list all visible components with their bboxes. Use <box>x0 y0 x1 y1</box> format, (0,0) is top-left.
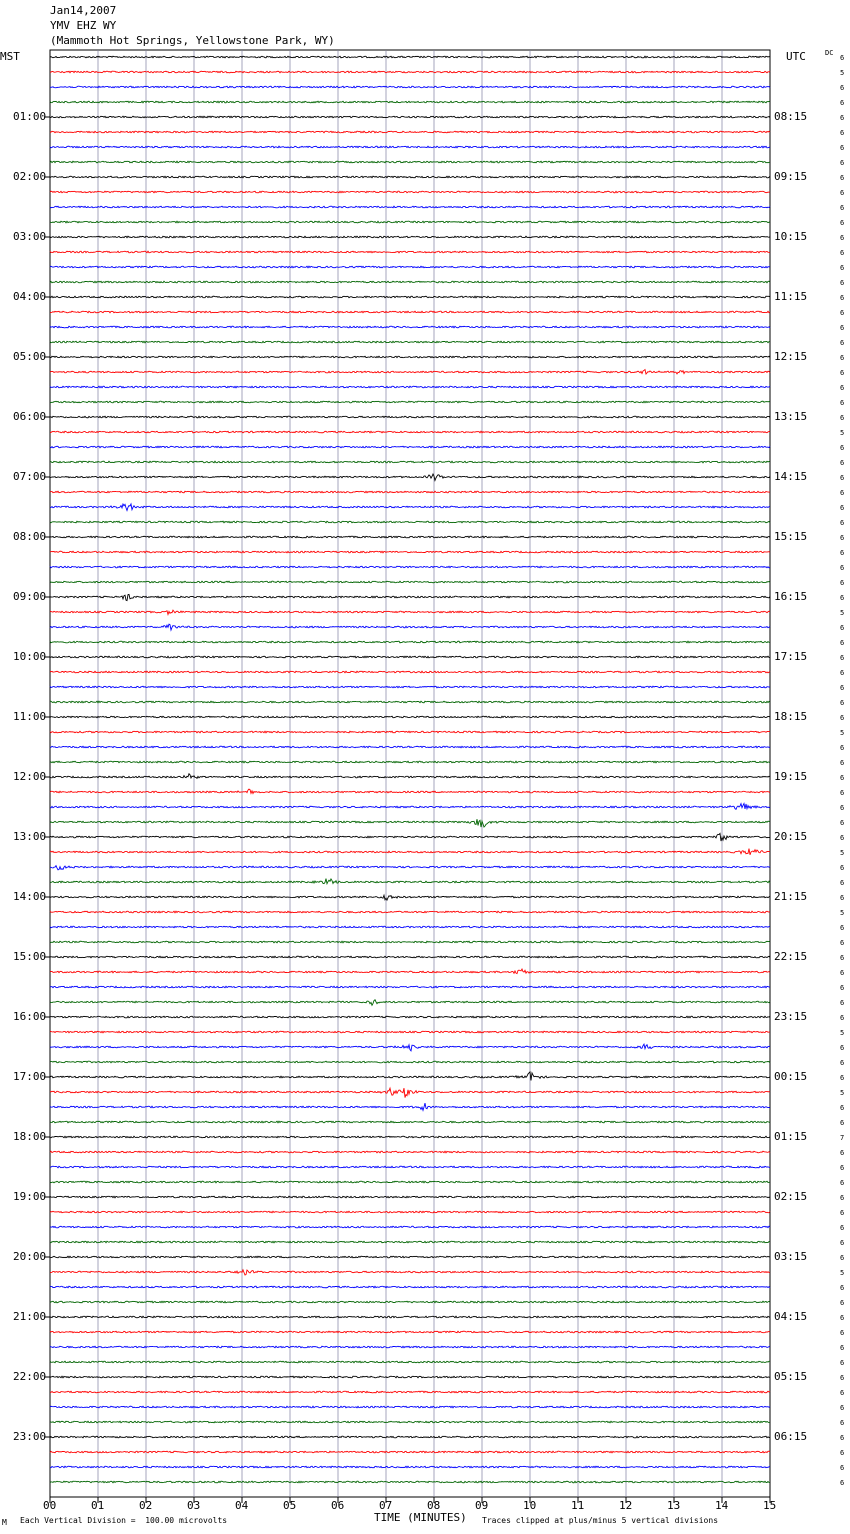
dc-offset-label: 6 <box>840 669 845 677</box>
utc-hour-label: 00:15 <box>774 1070 808 1083</box>
dc-offset-label: 6 <box>840 1389 845 1397</box>
utc-hour-label: 10:15 <box>774 230 808 243</box>
dc-offset-label: 6 <box>840 339 845 347</box>
trace-line <box>50 581 770 583</box>
trace-line <box>50 176 770 178</box>
trace-line <box>50 641 770 643</box>
utc-hour-label: 12:15 <box>774 350 808 363</box>
dc-offset-label: 6 <box>840 654 845 662</box>
trace-line <box>50 1421 770 1423</box>
dc-offset-label: 6 <box>840 1104 845 1112</box>
chart-location: (Mammoth Hot Springs, Yellowstone Park, WY) <box>50 34 335 47</box>
dc-offset-label: 6 <box>840 579 845 587</box>
dc-offset-label: 6 <box>840 1464 845 1472</box>
dc-offset-label: 6 <box>840 144 845 152</box>
trace-line <box>50 221 770 223</box>
dc-offset-label: 6 <box>840 474 845 482</box>
dc-offset-label: 6 <box>840 519 845 527</box>
trace-line <box>50 161 770 163</box>
dc-offset-label: 6 <box>840 369 845 377</box>
trace-line <box>50 1301 770 1303</box>
x-tick-label: 07 <box>379 1499 393 1512</box>
utc-hour-label: 18:15 <box>774 710 808 723</box>
x-tick-label: 01 <box>91 1499 105 1512</box>
trace-line <box>50 551 770 553</box>
trace-line <box>50 266 770 268</box>
dc-offset-label: 6 <box>840 789 845 797</box>
mst-hour-label: 04:00 <box>13 290 47 303</box>
dc-offset-label: 6 <box>840 264 845 272</box>
dc-offset-label: 5 <box>840 849 845 857</box>
mst-hour-label: 07:00 <box>13 470 47 483</box>
dc-offset-label: 6 <box>840 699 845 707</box>
trace-line <box>50 1376 770 1378</box>
dc-offset-label: 6 <box>840 924 845 932</box>
trace-line <box>50 1436 770 1438</box>
dc-offset-label: 5 <box>840 1029 845 1037</box>
utc-hour-label: 01:15 <box>774 1130 808 1143</box>
dc-offset-label: 6 <box>840 1359 845 1367</box>
mst-hour-label: 09:00 <box>13 590 47 603</box>
dc-offset-label: 6 <box>840 864 845 872</box>
mst-hour-label: 19:00 <box>13 1190 47 1203</box>
utc-hour-label: 06:15 <box>774 1430 808 1443</box>
trace-line <box>50 686 770 688</box>
trace-line <box>50 1391 770 1393</box>
dc-offset-label: 6 <box>840 549 845 557</box>
dc-offset-label: 6 <box>840 1074 845 1082</box>
mst-hour-label: 18:00 <box>13 1130 47 1143</box>
utc-hour-label: 03:15 <box>774 1250 808 1263</box>
trace-line <box>50 251 770 253</box>
mst-hour-label: 11:00 <box>13 710 47 723</box>
dc-offset-label: 5 <box>840 909 845 917</box>
mst-hour-label: 10:00 <box>13 650 47 663</box>
dc-offset-label: 6 <box>840 234 845 242</box>
mst-hour-label: 16:00 <box>13 1010 47 1023</box>
trace-line <box>50 1406 770 1408</box>
trace-line <box>50 1361 770 1363</box>
dc-offset-label: 6 <box>840 834 845 842</box>
trace-line <box>50 1451 770 1453</box>
x-tick-label: 15 <box>763 1499 777 1512</box>
dc-offset-label: 6 <box>840 1329 845 1337</box>
trace-line <box>50 416 770 418</box>
dc-offset-label: 6 <box>840 534 845 542</box>
dc-offset-label: 6 <box>840 309 845 317</box>
trace-line <box>50 281 770 283</box>
dc-offset-label: 6 <box>840 1284 845 1292</box>
dc-offset-label: 6 <box>840 1059 845 1067</box>
mst-hour-label: 06:00 <box>13 410 47 423</box>
trace-line <box>50 431 770 433</box>
chart-channel: YMV EHZ WY <box>50 19 117 32</box>
dc-offset-label: 6 <box>840 564 845 572</box>
dc-offset-label: 6 <box>840 714 845 722</box>
clip-note: Traces clipped at plus/minus 5 vertical divisions <box>482 1516 719 1525</box>
dc-offset-label: 6 <box>840 324 845 332</box>
trace-line <box>50 1136 770 1138</box>
trace-line <box>50 191 770 193</box>
trace-line <box>50 461 770 463</box>
trace-line <box>50 746 770 748</box>
trace-line <box>50 803 770 809</box>
dc-offset-label: 7 <box>840 1134 845 1142</box>
utc-axis-label: UTC <box>786 50 806 63</box>
x-tick-label: 03 <box>187 1499 201 1512</box>
dc-offset-label: 5 <box>840 609 845 617</box>
trace-line <box>50 594 770 600</box>
dc-offset-label: 6 <box>840 279 845 287</box>
trace-line <box>50 1072 770 1081</box>
trace-line <box>50 731 770 733</box>
trace-line <box>50 1270 770 1275</box>
x-tick-label: 14 <box>715 1499 729 1512</box>
trace-line <box>50 71 770 73</box>
trace-line <box>50 356 770 358</box>
dc-offset-label: 6 <box>840 159 845 167</box>
mst-hour-label: 08:00 <box>13 530 47 543</box>
trace-line <box>50 656 770 658</box>
trace-line <box>50 969 770 974</box>
utc-hour-label: 08:15 <box>774 110 808 123</box>
dc-offset-label: 6 <box>840 1044 845 1052</box>
trace-line <box>50 624 770 630</box>
dc-offset-label: 6 <box>840 894 845 902</box>
trace-line <box>50 341 770 343</box>
utc-hour-label: 09:15 <box>774 170 808 183</box>
dc-offset-label: 6 <box>840 1344 845 1352</box>
dc-offset-label: 6 <box>840 969 845 977</box>
dc-offset-label: 6 <box>840 399 845 407</box>
chart-date: Jan14,2007 <box>50 4 117 17</box>
trace-line <box>50 956 770 958</box>
mst-hour-label: 14:00 <box>13 890 47 903</box>
utc-hour-label: 22:15 <box>774 950 808 963</box>
trace-line <box>50 1103 770 1110</box>
mst-hour-label: 12:00 <box>13 770 47 783</box>
mst-hour-label: 22:00 <box>13 1370 47 1383</box>
utc-hour-label: 13:15 <box>774 410 808 423</box>
dc-offset-label: 6 <box>840 954 845 962</box>
trace-line <box>50 819 770 827</box>
x-tick-label: 11 <box>571 1499 585 1512</box>
trace-line <box>50 701 770 703</box>
dc-offset-label: 6 <box>840 1209 845 1217</box>
mst-hour-label: 13:00 <box>13 830 47 843</box>
dc-offset-label: 6 <box>840 1014 845 1022</box>
trace-line <box>50 1211 770 1213</box>
trace-line <box>50 1481 770 1483</box>
dc-offset-label: 6 <box>840 444 845 452</box>
trace-line <box>50 1061 770 1063</box>
trace-line <box>50 504 770 511</box>
utc-hour-label: 11:15 <box>774 290 808 303</box>
dc-offset-label: 6 <box>840 189 845 197</box>
dc-offset-label: 6 <box>840 414 845 422</box>
trace-line <box>50 146 770 148</box>
trace-line <box>50 131 770 133</box>
dc-offset-label: 6 <box>840 249 845 257</box>
dc-offset-label: 6 <box>840 1224 845 1232</box>
mst-hour-label: 17:00 <box>13 1070 47 1083</box>
utc-hour-label: 05:15 <box>774 1370 808 1383</box>
dc-offset-label: 6 <box>840 744 845 752</box>
utc-hour-label: 20:15 <box>774 830 808 843</box>
x-tick-label: 12 <box>619 1499 633 1512</box>
dc-offset-label: 6 <box>840 1149 845 1157</box>
trace-line <box>50 1016 770 1018</box>
dc-offset-label: 6 <box>840 1299 845 1307</box>
trace-line <box>50 1286 770 1288</box>
x-tick-label: 06 <box>331 1499 345 1512</box>
mst-hour-label: 20:00 <box>13 1250 47 1263</box>
trace-line <box>50 1151 770 1153</box>
dc-offset-label: 6 <box>840 804 845 812</box>
mst-hour-label: 05:00 <box>13 350 47 363</box>
dc-offset-label: 5 <box>840 1089 845 1097</box>
trace-line <box>50 1000 770 1005</box>
trace-line <box>50 1226 770 1228</box>
trace-line <box>50 1044 770 1051</box>
mst-hour-label: 02:00 <box>13 170 47 183</box>
mst-hour-label: 23:00 <box>13 1430 47 1443</box>
trace-line <box>50 849 770 855</box>
dc-offset-label: 6 <box>840 879 845 887</box>
trace-line <box>50 1181 770 1183</box>
trace-line <box>50 671 770 673</box>
dc-offset-label: 6 <box>840 1449 845 1457</box>
dc-offset-label: 6 <box>840 459 845 467</box>
trace-line <box>50 833 770 841</box>
dc-offset-label: 6 <box>840 54 845 62</box>
dc-offset-label: 6 <box>840 204 845 212</box>
dc-offset-label: 6 <box>840 1419 845 1427</box>
trace-line <box>50 761 770 763</box>
utc-hour-label: 14:15 <box>774 470 808 483</box>
x-tick-label: 09 <box>475 1499 489 1512</box>
trace-line <box>50 474 770 480</box>
utc-hour-label: 19:15 <box>774 770 808 783</box>
trace-line <box>50 101 770 103</box>
trace-line <box>50 1316 770 1318</box>
trace-line <box>50 116 770 118</box>
trace-line <box>50 536 770 538</box>
trace-line <box>50 370 770 375</box>
trace-line <box>50 926 770 928</box>
x-tick-label: 05 <box>283 1499 297 1512</box>
trace-line <box>50 789 770 793</box>
trace-line <box>50 879 770 884</box>
dc-offset-label: 6 <box>840 624 845 632</box>
trace-line <box>50 1088 770 1098</box>
dc-offset-label: 6 <box>840 174 845 182</box>
dc-offset-label: 6 <box>840 294 845 302</box>
dc-offset-label: 6 <box>840 594 845 602</box>
utc-hour-label: 23:15 <box>774 1010 808 1023</box>
trace-line <box>50 986 770 988</box>
dc-offset-label: 5 <box>840 69 845 77</box>
trace-line <box>50 1031 770 1033</box>
trace-line <box>50 326 770 328</box>
dc-offset-label: 6 <box>840 1239 845 1247</box>
trace-line <box>50 941 770 943</box>
x-tick-label: 10 <box>523 1499 537 1512</box>
trace-line <box>50 86 770 88</box>
trace-line <box>50 521 770 523</box>
trace-line <box>50 895 770 900</box>
dc-offset-label: 6 <box>840 1434 845 1442</box>
dc-offset-label: 6 <box>840 129 845 137</box>
dc-offset-label: 6 <box>840 219 845 227</box>
dc-offset-label: 6 <box>840 1164 845 1172</box>
dc-offset-label: 6 <box>840 684 845 692</box>
corner-mark: M <box>2 1518 7 1527</box>
dc-offset-label: 6 <box>840 1254 845 1262</box>
trace-line <box>50 206 770 208</box>
trace-line <box>50 1331 770 1333</box>
x-axis-title: TIME (MINUTES) <box>374 1511 467 1524</box>
trace-line <box>50 866 770 870</box>
trace-line <box>50 1166 770 1168</box>
dc-offset-label: 6 <box>840 354 845 362</box>
dc-offset-label: 6 <box>840 984 845 992</box>
trace-line <box>50 1256 770 1258</box>
mst-hour-label: 21:00 <box>13 1310 47 1323</box>
dc-offset-label: 6 <box>840 1194 845 1202</box>
mst-hour-label: 03:00 <box>13 230 47 243</box>
trace-line <box>50 1121 770 1123</box>
trace-line <box>50 911 770 913</box>
scale-note: Each Vertical Division = 100.00 microvolts <box>20 1516 228 1525</box>
dc-offset-label: 6 <box>840 1314 845 1322</box>
dc-offset-label: 6 <box>840 819 845 827</box>
x-tick-label: 02 <box>139 1499 153 1512</box>
x-tick-label: 08 <box>427 1499 441 1512</box>
mst-hour-label: 01:00 <box>13 110 47 123</box>
dc-offset-label: 6 <box>840 99 845 107</box>
trace-line <box>50 774 770 779</box>
trace-line <box>50 446 770 448</box>
trace-line <box>50 401 770 403</box>
utc-hour-label: 17:15 <box>774 650 808 663</box>
dc-offset-label: 6 <box>840 114 845 122</box>
trace-line <box>50 236 770 238</box>
utc-hour-label: 02:15 <box>774 1190 808 1203</box>
dc-offset-label: 6 <box>840 1179 845 1187</box>
utc-hour-label: 15:15 <box>774 530 808 543</box>
mst-hour-label: 15:00 <box>13 950 47 963</box>
dc-offset-label: 5 <box>840 1269 845 1277</box>
dc-offset-label: 6 <box>840 999 845 1007</box>
dc-offset-label: 6 <box>840 639 845 647</box>
dc-offset-label: 6 <box>840 504 845 512</box>
trace-line <box>50 491 770 493</box>
dc-offset-label: 5 <box>840 729 845 737</box>
mst-axis-label: MST <box>0 50 20 63</box>
dc-label: DC <box>825 49 834 57</box>
utc-hour-label: 21:15 <box>774 890 808 903</box>
dc-offset-label: 6 <box>840 939 845 947</box>
dc-offset-label: 6 <box>840 1119 845 1127</box>
dc-offset-label: 5 <box>840 429 845 437</box>
trace-line <box>50 56 770 58</box>
x-tick-label: 04 <box>235 1499 249 1512</box>
utc-hour-label: 16:15 <box>774 590 808 603</box>
x-tick-label: 00 <box>43 1499 57 1512</box>
dc-offset-label: 6 <box>840 1404 845 1412</box>
trace-line <box>50 296 770 298</box>
dc-offset-label: 6 <box>840 489 845 497</box>
trace-line <box>50 1196 770 1198</box>
dc-offset-label: 6 <box>840 1374 845 1382</box>
dc-offset-label: 6 <box>840 774 845 782</box>
trace-line <box>50 566 770 568</box>
utc-hour-label: 04:15 <box>774 1310 808 1323</box>
trace-line <box>50 1241 770 1243</box>
trace-line <box>50 386 770 388</box>
dc-offset-label: 6 <box>840 759 845 767</box>
trace-line <box>50 1346 770 1348</box>
trace-line <box>50 1466 770 1468</box>
dc-offset-label: 6 <box>840 384 845 392</box>
trace-line <box>50 311 770 313</box>
dc-offset-label: 6 <box>840 1479 845 1487</box>
x-tick-label: 13 <box>667 1499 681 1512</box>
dc-offset-label: 6 <box>840 84 845 92</box>
trace-line <box>50 610 770 614</box>
trace-line <box>50 716 770 718</box>
